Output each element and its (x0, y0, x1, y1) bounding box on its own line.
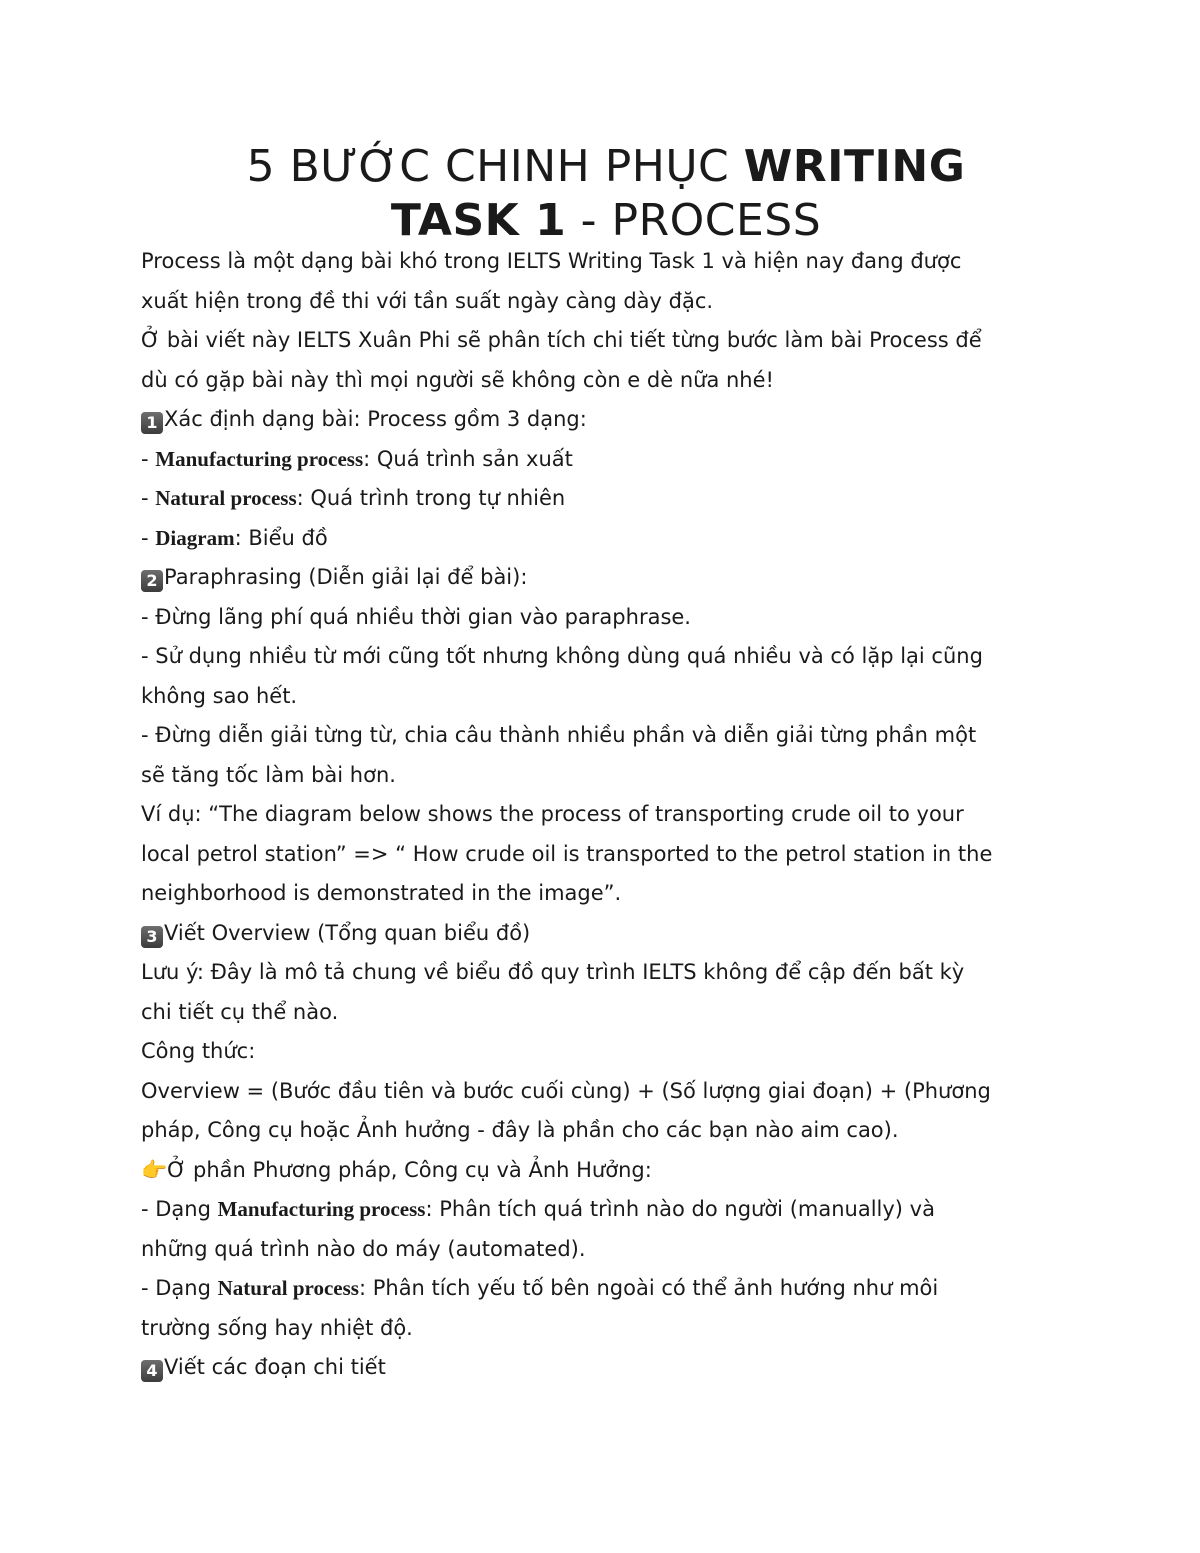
step2-line-2: - Sử dụng nhiều từ mới cũng tốt nhưng không dùng quá nhiều và có lặp lại cũng (141, 644, 983, 668)
item-desc: : Phân tích yếu tố bên ngoài có thể ảnh hướng như môi (358, 1276, 939, 1300)
step4-heading (141, 1348, 1071, 1388)
step2-line-6: Ví dụ: “The diagram below shows the process of transporting crude oil to your (141, 802, 964, 826)
item-desc: : Biểu đồ (234, 525, 328, 550)
keycap-2-icon: 2 (141, 570, 163, 592)
item-prefix: - (141, 525, 156, 550)
document-body (141, 242, 1071, 1388)
natural-note (141, 1269, 1071, 1309)
step3-heading (141, 914, 1071, 954)
natural-note-line-2: trường sống hay nhiệt độ. (141, 1315, 413, 1340)
intro-line-2: xuất hiện trong đề thi với tần suất ngày càng dày đặc. (141, 288, 714, 313)
page-title (141, 140, 1071, 248)
step2-line-4: - Đừng diễn giải từng từ, chia câu thành nhiều phần và diễn giải từng phần một (141, 723, 977, 747)
step3-line-6-text: Ở phần Phương pháp, Công cụ và Ảnh Hưởng: (167, 1157, 652, 1182)
item-term: Manufacturing process (217, 1197, 426, 1221)
step2-line-3: không sao hết. (141, 683, 298, 708)
manufacturing-note (141, 1190, 1071, 1230)
step2-line-5: sẽ tăng tốc làm bài hơn. (141, 762, 396, 787)
step3-line-6 (141, 1151, 1071, 1191)
item-term: Natural process (217, 1276, 359, 1300)
step1-heading (141, 400, 1071, 440)
step3-line-4: Overview = (Bước đầu tiên và bước cuối cùng) + (Số lượng giai đoạn) + (Phương (141, 1078, 991, 1103)
list-item (141, 479, 1071, 519)
manufacturing-note-line-2: những quá trình nào do máy (automated). (141, 1236, 586, 1261)
item-prefix: - (141, 446, 156, 471)
step3-line-1: Lưu ý: Đây là mô tả chung về biểu đồ quy trình IELTS không để cập đến bất kỳ (141, 960, 965, 984)
step3-heading-text: Viết Overview (Tổng quan biểu đồ) (164, 920, 531, 945)
pointing-hand-icon: 👉 (141, 1157, 168, 1182)
intro-line-3: Ở bài viết này IELTS Xuân Phi sẽ phân tích chi tiết từng bước làm bài Process để (141, 328, 982, 352)
list-item (141, 519, 1071, 559)
intro-line-1: Process là một dạng bài khó trong IELTS Writing Task 1 và hiện nay đang được (141, 249, 962, 273)
step2-line-8: neighborhood is demonstrated in the image”. (141, 881, 622, 905)
document-page (141, 140, 1071, 1388)
item-term: Natural process (155, 486, 297, 510)
item-prefix: - Dạng (141, 1276, 218, 1300)
title-line1-normal: 5 BƯỚC CHINH PHỤC (246, 141, 744, 192)
item-desc: : Quá trình sản xuất (363, 446, 573, 471)
step3-line-5: pháp, Công cụ hoặc Ảnh hưởng - đây là phần cho các bạn nào aim cao). (141, 1118, 899, 1142)
step2-heading (141, 558, 1071, 598)
title-line1-bold: WRITING (743, 141, 966, 192)
step2-heading-text: Paraphrasing (Diễn giải lại để bài): (164, 565, 528, 589)
item-prefix: - Dạng (141, 1197, 218, 1221)
item-term: Manufacturing process (155, 446, 364, 471)
title-line2-normal: - PROCESS (566, 195, 822, 246)
list-item (141, 440, 1071, 480)
item-desc: : Phân tích quá trình nào do người (manually) và (425, 1197, 935, 1221)
step2-line-1: - Đừng lãng phí quá nhiều thời gian vào paraphrase. (141, 604, 691, 629)
item-desc: : Quá trình trong tự nhiên (296, 486, 566, 510)
step4-heading-text: Viết các đoạn chi tiết (164, 1355, 386, 1379)
step3-line-2: chi tiết cụ thể nào. (141, 999, 339, 1024)
item-prefix: - (141, 486, 156, 510)
step3-line-3: Công thức: (141, 1039, 256, 1063)
keycap-1-icon: 1 (141, 412, 163, 434)
step2-line-7: local petrol station” => “ How crude oil is transported to the petrol station in the (141, 841, 993, 866)
item-term: Diagram (155, 525, 235, 550)
title-line2-bold: TASK 1 (390, 195, 567, 246)
keycap-3-icon: 3 (141, 926, 163, 948)
step1-heading-text: Xác định dạng bài: Process gồm 3 dạng: (164, 407, 587, 431)
keycap-4-icon: 4 (141, 1360, 163, 1382)
intro-line-4: dù có gặp bài này thì mọi người sẽ không còn e dè nữa nhé! (141, 367, 774, 392)
